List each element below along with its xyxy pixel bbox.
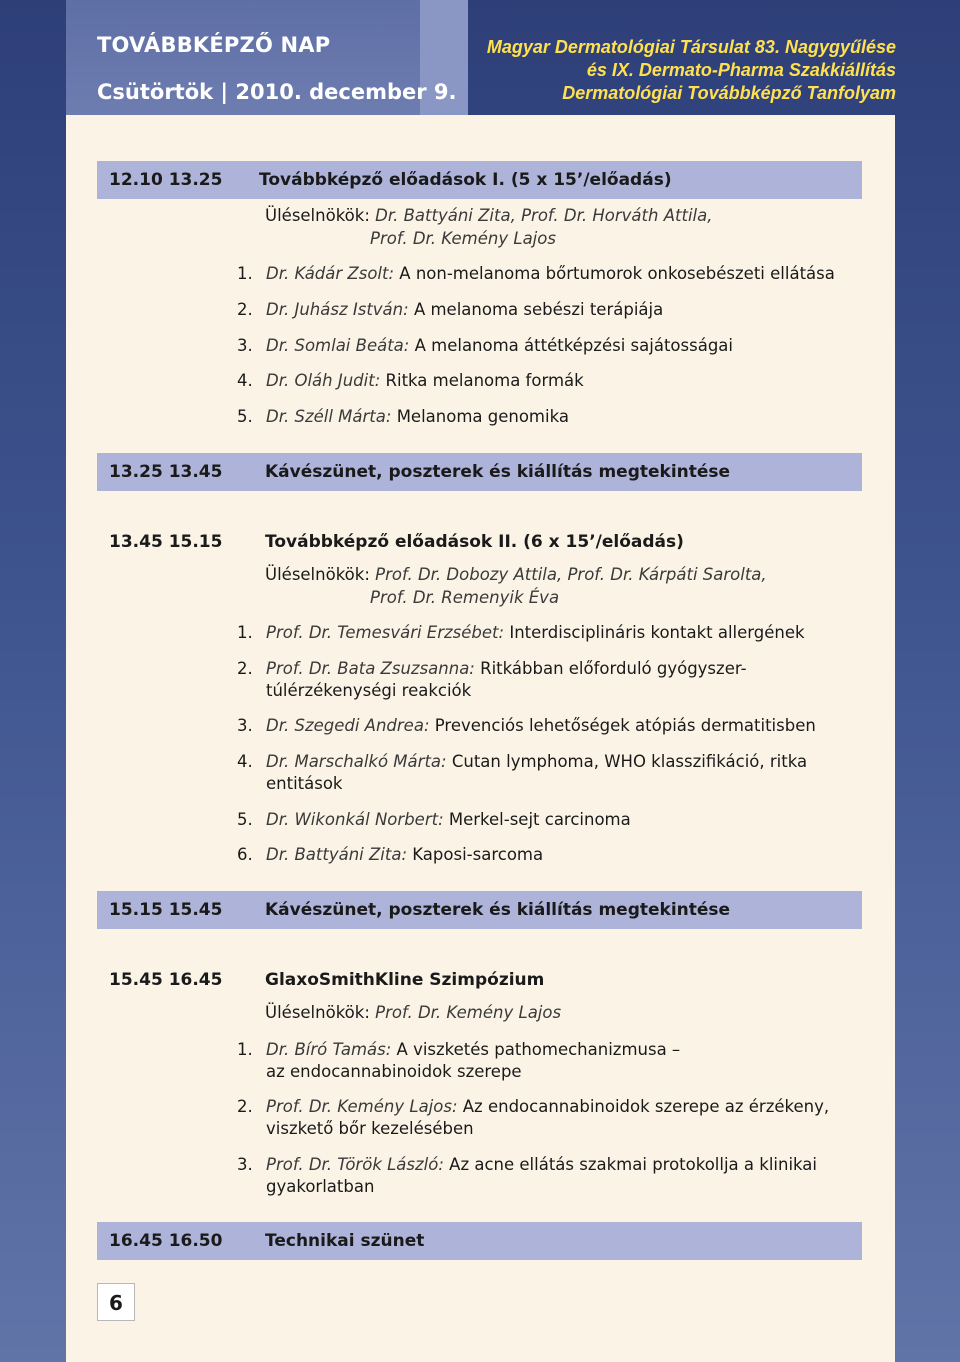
talk-speaker: Dr. Juhász István: bbox=[266, 300, 409, 319]
talk-number: 3. bbox=[237, 336, 253, 355]
break-label: Kávészünet, poszterek és kiállítás megtekintése bbox=[265, 900, 731, 920]
chairs-names: Prof. Dr. Kemény Lajos bbox=[375, 1003, 562, 1022]
break-time: 16.45 16.50 bbox=[109, 1231, 223, 1251]
session-title: GlaxoSmithKline Szimpózium bbox=[265, 970, 545, 990]
page-number: 6 bbox=[97, 1283, 135, 1321]
talk-speaker: Dr. Battyáni Zita: bbox=[266, 845, 408, 864]
session-time: 12.10 13.25 bbox=[109, 170, 223, 190]
talk-speaker: Dr. Somlai Beáta: bbox=[266, 336, 410, 355]
talk-speaker: Dr. Széll Márta: bbox=[266, 407, 392, 426]
talk-number: 5. bbox=[237, 407, 253, 426]
chairs-label: Üléselnökök: bbox=[265, 565, 370, 584]
session-bar bbox=[97, 161, 862, 199]
talk-speaker: Dr. Kádár Zsolt: bbox=[266, 264, 395, 283]
break-bar bbox=[97, 453, 862, 491]
talk bbox=[266, 716, 816, 735]
chairs-names: Dr. Battyáni Zita, Prof. Dr. Horváth Attila, bbox=[375, 206, 713, 225]
session-time: 13.45 15.15 bbox=[109, 532, 223, 552]
page-title: TOVÁBBKÉPZŐ NAP bbox=[97, 33, 331, 57]
talk-title: Kaposi-sarcoma bbox=[412, 845, 544, 864]
talk-title: A non-melanoma bőrtumorok onkosebészeti ellátása bbox=[399, 264, 835, 283]
talk-number: 2. bbox=[237, 659, 253, 678]
talk-number: 3. bbox=[237, 716, 253, 735]
talk bbox=[266, 752, 807, 771]
talk-speaker: Dr. Oláh Judit: bbox=[266, 371, 381, 390]
session-title: Továbbképző előadások II. (6 x 15’/előadás) bbox=[265, 532, 684, 552]
break-bar bbox=[97, 1222, 862, 1260]
talk-title-cont: az endocannabinoidok szerepe bbox=[266, 1062, 522, 1081]
chairs bbox=[265, 1003, 561, 1022]
event-line: Magyar Dermatológiai Társulat 83. Nagygyűlése bbox=[486, 37, 896, 57]
talk bbox=[266, 371, 584, 390]
break-time: 15.15 15.45 bbox=[109, 900, 223, 920]
talk-title: A melanoma áttétképzési sajátosságai bbox=[414, 336, 733, 355]
chairs-cont bbox=[370, 588, 559, 607]
talk bbox=[266, 810, 631, 829]
talk-title: Az acne ellátás szakmai protokollja a klinikai bbox=[449, 1155, 817, 1174]
chairs bbox=[265, 565, 767, 584]
break-label: Technikai szünet bbox=[265, 1231, 425, 1251]
talk-number: 3. bbox=[237, 1155, 253, 1174]
chairs bbox=[265, 206, 712, 225]
event-line: és IX. Dermato-Pharma Szakkiállítás bbox=[586, 60, 896, 80]
talk-title: Ritkábban előforduló gyógyszer- bbox=[480, 659, 747, 678]
talk bbox=[266, 623, 805, 642]
talk-title-cont: túlérzékenységi reakciók bbox=[266, 681, 472, 700]
talk-speaker: Dr. Szegedi Andrea: bbox=[266, 716, 430, 735]
talk bbox=[266, 1155, 817, 1174]
talk-speaker: Dr. Bíró Tamás: bbox=[266, 1040, 392, 1059]
talk-title: Melanoma genomika bbox=[396, 407, 569, 426]
talk-speaker: Prof. Dr. Kemény Lajos: bbox=[266, 1097, 458, 1116]
chairs-label: Üléselnökök: bbox=[265, 206, 370, 225]
chairs-names: Prof. Dr. Dobozy Attila, Prof. Dr. Kárpáti Sarolta, bbox=[375, 565, 767, 584]
talk-speaker: Prof. Dr. Bata Zsuzsanna: bbox=[266, 659, 475, 678]
talk-title: A melanoma sebészi terápiája bbox=[413, 300, 664, 319]
talk-title: Interdisciplináris kontakt allergének bbox=[509, 623, 805, 642]
talk-title: Prevenciós lehetőségek atópiás dermatitisben bbox=[434, 716, 816, 735]
session-title: Továbbképző előadások I. (5 x 15’/előadás) bbox=[259, 170, 672, 190]
break-time: 13.25 13.45 bbox=[109, 462, 223, 482]
talk bbox=[266, 407, 569, 426]
chairs-cont bbox=[370, 229, 556, 248]
talk-title-cont: gyakorlatban bbox=[266, 1177, 375, 1196]
talk-title: Cutan lymphoma, WHO klasszifikáció, ritka bbox=[451, 752, 808, 771]
event-title bbox=[456, 36, 896, 105]
talk-speaker: Prof. Dr. Temesvári Erzsébet: bbox=[266, 623, 505, 642]
talk-title: Ritka melanoma formák bbox=[385, 371, 584, 390]
talk-speaker: Dr. Wikonkál Norbert: bbox=[266, 810, 444, 829]
talk-title: A viszketés pathomechanizmusa – bbox=[396, 1040, 681, 1059]
talk bbox=[266, 659, 747, 678]
talk bbox=[266, 1040, 680, 1059]
talk-number: 4. bbox=[237, 371, 253, 390]
talk-title-cont: entitások bbox=[266, 774, 343, 793]
talk-number: 1. bbox=[237, 623, 253, 642]
session-time: 15.45 16.45 bbox=[109, 970, 223, 990]
break-bar bbox=[97, 891, 862, 929]
talk-number: 1. bbox=[237, 264, 253, 283]
talk-number: 6. bbox=[237, 845, 253, 864]
talk bbox=[266, 264, 835, 283]
talk-number: 2. bbox=[237, 1097, 253, 1116]
talk-number: 5. bbox=[237, 810, 253, 829]
break-label: Kávészünet, poszterek és kiállítás megtekintése bbox=[265, 462, 731, 482]
talk bbox=[266, 336, 733, 355]
talk bbox=[266, 845, 543, 864]
talk-title-cont: viszkető bőr kezelésében bbox=[266, 1119, 474, 1138]
event-date: Csütörtök | 2010. december 9. bbox=[97, 80, 457, 104]
talk-number: 1. bbox=[237, 1040, 253, 1059]
talk-number: 2. bbox=[237, 300, 253, 319]
chairs-names: Prof. Dr. Kemény Lajos bbox=[370, 229, 556, 248]
talk-speaker: Dr. Marschalkó Márta: bbox=[266, 752, 447, 771]
talk bbox=[266, 300, 663, 319]
event-line: Dermatológiai Továbbképző Tanfolyam bbox=[562, 83, 896, 103]
talk-title: Merkel-sejt carcinoma bbox=[448, 810, 631, 829]
talk bbox=[266, 1097, 829, 1116]
talk-number: 4. bbox=[237, 752, 253, 771]
talk-speaker: Prof. Dr. Török László: bbox=[266, 1155, 444, 1174]
chairs-label: Üléselnökök: bbox=[265, 1003, 370, 1022]
chairs-names: Prof. Dr. Remenyik Éva bbox=[370, 588, 560, 607]
talk-title: Az endocannabinoidok szerepe az érzékeny, bbox=[462, 1097, 830, 1116]
